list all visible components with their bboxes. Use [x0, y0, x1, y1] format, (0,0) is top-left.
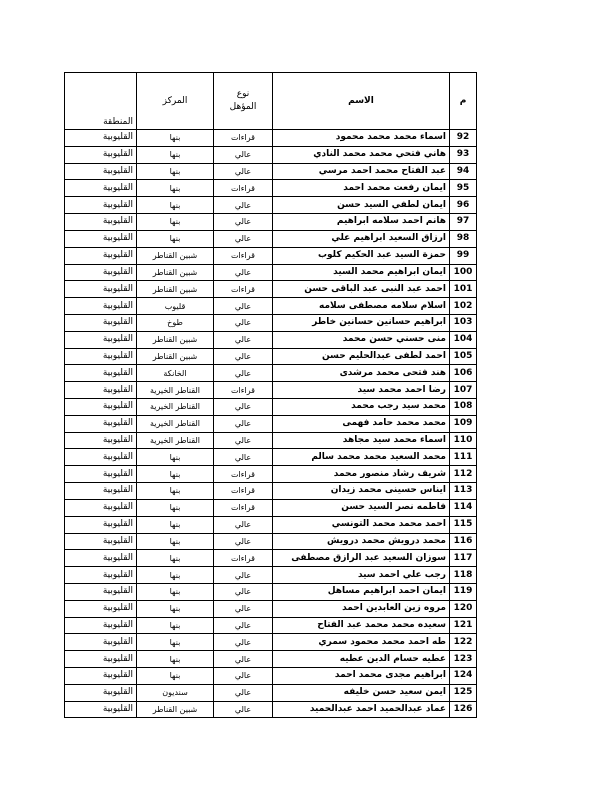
cell-region: القليوبية: [65, 264, 137, 281]
cell-num: 99: [450, 247, 477, 264]
cell-name: اسلام سلامه مصطفى سلامه: [273, 298, 450, 315]
cell-num: 106: [450, 365, 477, 382]
table-row: [65, 298, 477, 315]
cell-name: عبد الفتاح محمد احمد مرسي: [273, 163, 450, 180]
cell-region: القليوبية: [65, 180, 137, 197]
cell-qualification: عالي: [214, 668, 273, 685]
cell-qualification: قراءات: [214, 499, 273, 516]
cell-qualification: عالي: [214, 415, 273, 432]
cell-region: القليوبية: [65, 348, 137, 365]
cell-num: 126: [450, 701, 477, 718]
cell-region: القليوبية: [65, 684, 137, 701]
cell-region: القليوبية: [65, 483, 137, 500]
cell-center: القناطر الخيرية: [137, 415, 214, 432]
cell-qualification: عالي: [214, 163, 273, 180]
cell-qualification: قراءات: [214, 130, 273, 147]
cell-qualification: عالي: [214, 348, 273, 365]
cell-name: ايمان رفعت محمد احمد: [273, 180, 450, 197]
table-row: [65, 197, 477, 214]
header-qualification: [214, 73, 273, 130]
cell-center: شبين القناطر: [137, 348, 214, 365]
cell-region: القليوبية: [65, 550, 137, 567]
table-row: [65, 180, 477, 197]
header-name: الاسم: [273, 73, 450, 130]
cell-center: بنها: [137, 146, 214, 163]
cell-region: القليوبية: [65, 382, 137, 399]
cell-center: بنها: [137, 617, 214, 634]
cell-region: القليوبية: [65, 499, 137, 516]
cell-name: ايناس حسينى محمد زيدان: [273, 483, 450, 500]
cell-region: القليوبية: [65, 230, 137, 247]
cell-center: بنها: [137, 230, 214, 247]
cell-qualification: عالي: [214, 399, 273, 416]
cell-name: ايمان ابراهيم محمد السيد: [273, 264, 450, 281]
cell-name: رجب علي احمد سيد: [273, 567, 450, 584]
table-row: [65, 230, 477, 247]
cell-qualification: عالي: [214, 684, 273, 701]
cell-num: 92: [450, 130, 477, 147]
cell-center: شبين القناطر: [137, 247, 214, 264]
cell-region: القليوبية: [65, 163, 137, 180]
table-row: [65, 247, 477, 264]
header-center: المركز: [137, 73, 214, 130]
cell-num: 98: [450, 230, 477, 247]
cell-region: القليوبية: [65, 247, 137, 264]
cell-center: شبين القناطر: [137, 331, 214, 348]
cell-region: القليوبية: [65, 415, 137, 432]
table-row: [65, 617, 477, 634]
cell-name: اسماء محمد سيد مجاهد: [273, 432, 450, 449]
cell-center: شبين القناطر: [137, 264, 214, 281]
table-row: [65, 214, 477, 231]
cell-center: بنها: [137, 651, 214, 668]
cell-name: ابراهيم مجدى محمد احمد: [273, 668, 450, 685]
cell-region: القليوبية: [65, 583, 137, 600]
cell-name: ايمن سعيد حسن خليفه: [273, 684, 450, 701]
cell-name: محمد درويش محمد درويش: [273, 533, 450, 550]
cell-center: شبين القناطر: [137, 701, 214, 718]
cell-center: بنها: [137, 499, 214, 516]
cell-name: سوزان السعيد عبد الرازق مصطفى: [273, 550, 450, 567]
cell-center: بنها: [137, 483, 214, 500]
cell-name: احمد محمد محمد التونسي: [273, 516, 450, 533]
cell-center: بنها: [137, 550, 214, 567]
cell-qualification: قراءات: [214, 483, 273, 500]
cell-name: محمد سيد رجب محمد: [273, 399, 450, 416]
cell-qualification: عالي: [214, 298, 273, 315]
cell-qualification: عالي: [214, 432, 273, 449]
cell-qualification: عالي: [214, 146, 273, 163]
cell-center: بنها: [137, 130, 214, 147]
cell-region: القليوبية: [65, 281, 137, 298]
header-region: المنطقة: [65, 73, 137, 130]
cell-center: بنها: [137, 163, 214, 180]
cell-center: شبين القناطر: [137, 281, 214, 298]
cell-num: 102: [450, 298, 477, 315]
cell-num: 114: [450, 499, 477, 516]
table-row: [65, 651, 477, 668]
table-row: [65, 583, 477, 600]
cell-qualification: عالي: [214, 197, 273, 214]
cell-num: 125: [450, 684, 477, 701]
cell-region: القليوبية: [65, 567, 137, 584]
cell-num: 124: [450, 668, 477, 685]
cell-name: عماد عبدالحميد احمد عبدالحميد: [273, 701, 450, 718]
cell-num: 94: [450, 163, 477, 180]
table-body: [65, 130, 477, 718]
cell-center: بنها: [137, 214, 214, 231]
cell-center: القناطر الخيرية: [137, 432, 214, 449]
cell-qualification: عالي: [214, 331, 273, 348]
cell-name: هند فتحى محمد مرشدى: [273, 365, 450, 382]
header-qualification-line2: المؤهل: [229, 102, 257, 112]
cell-name: هاني فتحي محمد محمد النادي: [273, 146, 450, 163]
cell-name: مروه زين العابدين احمد: [273, 600, 450, 617]
table-row: [65, 600, 477, 617]
table-row: [65, 483, 477, 500]
cell-center: بنها: [137, 180, 214, 197]
cell-qualification: عالي: [214, 264, 273, 281]
table-row: [65, 365, 477, 382]
candidates-table: [64, 72, 477, 718]
table-row: [65, 466, 477, 483]
cell-name: ارزاق السعيد ابراهيم علي: [273, 230, 450, 247]
cell-qualification: عالي: [214, 634, 273, 651]
cell-center: القناطر الخيرية: [137, 399, 214, 416]
cell-region: القليوبية: [65, 668, 137, 685]
cell-region: القليوبية: [65, 399, 137, 416]
table-row: [65, 281, 477, 298]
table-row: [65, 516, 477, 533]
cell-num: 100: [450, 264, 477, 281]
cell-num: 113: [450, 483, 477, 500]
cell-region: القليوبية: [65, 331, 137, 348]
table-row: [65, 399, 477, 416]
cell-region: القليوبية: [65, 197, 137, 214]
cell-qualification: عالي: [214, 567, 273, 584]
table-row: [65, 449, 477, 466]
cell-qualification: عالي: [214, 583, 273, 600]
cell-qualification: قراءات: [214, 180, 273, 197]
header-row: [65, 73, 477, 130]
cell-num: 117: [450, 550, 477, 567]
cell-num: 123: [450, 651, 477, 668]
cell-center: بنها: [137, 567, 214, 584]
cell-name: احمد عبد النبى عبد الباقى حسن: [273, 281, 450, 298]
cell-region: القليوبية: [65, 617, 137, 634]
cell-num: 111: [450, 449, 477, 466]
cell-name: حمزة السيد عبد الحكيم كلوب: [273, 247, 450, 264]
cell-region: القليوبية: [65, 130, 137, 147]
cell-num: 95: [450, 180, 477, 197]
cell-center: بنها: [137, 533, 214, 550]
cell-num: 93: [450, 146, 477, 163]
cell-qualification: عالي: [214, 314, 273, 331]
table-row: [65, 348, 477, 365]
cell-name: فاطمه نصر السيد حسن: [273, 499, 450, 516]
table-row: [65, 331, 477, 348]
cell-qualification: عالي: [214, 701, 273, 718]
cell-center: بنها: [137, 634, 214, 651]
cell-region: القليوبية: [65, 298, 137, 315]
cell-num: 105: [450, 348, 477, 365]
cell-num: 119: [450, 583, 477, 600]
cell-center: بنها: [137, 466, 214, 483]
cell-qualification: قراءات: [214, 382, 273, 399]
table-row: [65, 668, 477, 685]
table-row: [65, 382, 477, 399]
cell-num: 112: [450, 466, 477, 483]
cell-num: 115: [450, 516, 477, 533]
cell-qualification: قراءات: [214, 550, 273, 567]
table-row: [65, 684, 477, 701]
cell-qualification: عالي: [214, 449, 273, 466]
cell-region: القليوبية: [65, 651, 137, 668]
cell-region: القليوبية: [65, 516, 137, 533]
cell-name: سعيده محمد محمد عبد الفتاح: [273, 617, 450, 634]
cell-name: شريف رشاد منصور محمد: [273, 466, 450, 483]
cell-qualification: قراءات: [214, 247, 273, 264]
cell-num: 110: [450, 432, 477, 449]
cell-center: قليوب: [137, 298, 214, 315]
cell-qualification: عالي: [214, 230, 273, 247]
cell-region: القليوبية: [65, 365, 137, 382]
cell-name: ايمان لطفي السيد حسن: [273, 197, 450, 214]
table-row: [65, 163, 477, 180]
cell-region: القليوبية: [65, 533, 137, 550]
cell-qualification: عالي: [214, 214, 273, 231]
cell-qualification: قراءات: [214, 466, 273, 483]
table-row: [65, 432, 477, 449]
cell-num: 101: [450, 281, 477, 298]
table-row: [65, 634, 477, 651]
table-row: [65, 499, 477, 516]
cell-region: القليوبية: [65, 701, 137, 718]
cell-num: 116: [450, 533, 477, 550]
cell-name: منى حسني حسن محمد: [273, 331, 450, 348]
cell-qualification: عالي: [214, 533, 273, 550]
cell-center: بنها: [137, 600, 214, 617]
cell-center: بنها: [137, 449, 214, 466]
cell-center: سنديون: [137, 684, 214, 701]
cell-name: عطيه حسام الدين عطيه: [273, 651, 450, 668]
cell-name: طه احمد محمد محمود سمري: [273, 634, 450, 651]
table-row: [65, 146, 477, 163]
cell-name: هانم احمد سلامه ابراهيم: [273, 214, 450, 231]
cell-region: القليوبية: [65, 466, 137, 483]
cell-name: احمد لطفى عبدالحليم حسن: [273, 348, 450, 365]
cell-center: طوخ: [137, 314, 214, 331]
table-row: [65, 550, 477, 567]
cell-region: القليوبية: [65, 214, 137, 231]
cell-name: رضا احمد محمد سيد: [273, 382, 450, 399]
cell-center: بنها: [137, 583, 214, 600]
cell-qualification: عالي: [214, 600, 273, 617]
cell-num: 107: [450, 382, 477, 399]
cell-qualification: عالي: [214, 365, 273, 382]
cell-num: 103: [450, 314, 477, 331]
table-row: [65, 130, 477, 147]
cell-num: 121: [450, 617, 477, 634]
cell-center: بنها: [137, 197, 214, 214]
cell-name: محمد السعيد محمد محمد سالم: [273, 449, 450, 466]
cell-name: ابراهيم حسانين حسانين خاطر: [273, 314, 450, 331]
cell-center: الخانكة: [137, 365, 214, 382]
cell-name: محمد محمد حامد فهمى: [273, 415, 450, 432]
cell-region: القليوبية: [65, 432, 137, 449]
table-row: [65, 264, 477, 281]
cell-name: ايمان احمد ابراهيم مساهل: [273, 583, 450, 600]
table-row: [65, 533, 477, 550]
cell-center: بنها: [137, 668, 214, 685]
cell-num: 97: [450, 214, 477, 231]
cell-qualification: عالي: [214, 651, 273, 668]
cell-num: 104: [450, 331, 477, 348]
header-num: م: [450, 73, 477, 130]
cell-center: القناطر الخيرية: [137, 382, 214, 399]
cell-region: القليوبية: [65, 600, 137, 617]
cell-region: القليوبية: [65, 634, 137, 651]
cell-region: القليوبية: [65, 449, 137, 466]
cell-num: 120: [450, 600, 477, 617]
table-row: [65, 415, 477, 432]
table-row: [65, 314, 477, 331]
cell-num: 122: [450, 634, 477, 651]
cell-num: 118: [450, 567, 477, 584]
table-row: [65, 701, 477, 718]
cell-num: 108: [450, 399, 477, 416]
cell-region: القليوبية: [65, 314, 137, 331]
header-qualification-line1: نوع: [236, 89, 250, 99]
cell-num: 109: [450, 415, 477, 432]
cell-qualification: قراءات: [214, 281, 273, 298]
cell-name: اسماء محمد محمد محمود: [273, 130, 450, 147]
cell-region: القليوبية: [65, 146, 137, 163]
cell-center: بنها: [137, 516, 214, 533]
cell-qualification: عالي: [214, 516, 273, 533]
cell-qualification: عالي: [214, 617, 273, 634]
table-row: [65, 567, 477, 584]
cell-num: 96: [450, 197, 477, 214]
